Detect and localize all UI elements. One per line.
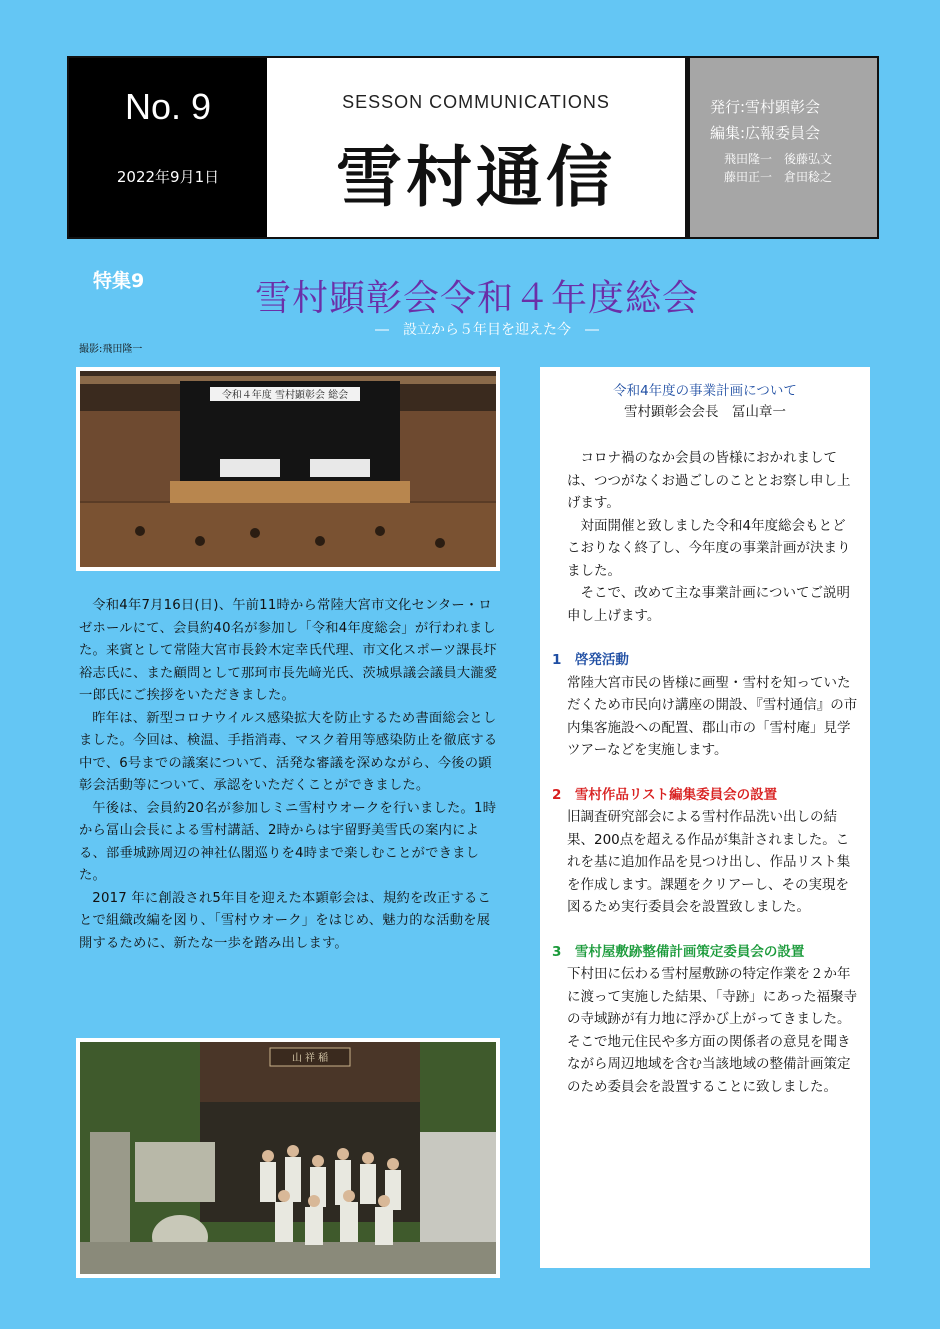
article-body <box>79 595 502 955</box>
business-plan-column <box>540 367 870 1268</box>
section-2-body: 旧調査研究部会による雪村作品洗い出しの結果、200点を超える作品が集計されました。これを基に追加作品を見つけ出し、作品リスト集を作成します。課題をクリアーし、その実現を図るため実行委員会を設置致しました。 <box>567 809 851 915</box>
column-author: 雪村顕彰会会長 冨山章一 <box>624 404 786 420</box>
feature-label: 特集9 <box>93 270 145 292</box>
feature-title: 雪村顕彰会令和４年度総会 <box>255 278 700 319</box>
title-panel <box>267 58 685 237</box>
editor-members-1: 飛田隆一 後藤弘文 <box>724 152 833 166</box>
article-paragraph-2: 昨年は、新型コロナウイルス感染拡大を防止するため書面総会としました。今回は、検温、手指消毒、マスク着用等感染防止を徹底する中で、6号までの議案について、活発な審議を深めながら、今後の顕彰会活動等について、承認をいただくことができました。 <box>79 710 498 793</box>
temple-gate-illustration <box>80 1042 496 1274</box>
masthead <box>67 56 879 239</box>
section-3-title: 3 雪村屋敷跡整備計画策定委員会の設置 <box>552 943 805 960</box>
newsletter-title: 雪村通信 <box>336 139 616 216</box>
gate-sign-text: 山 祥 稲 <box>291 1053 329 1064</box>
article-paragraph-3: 午後は、会員約20名が参加しミニ雪村ウオークを行いました。1時から冨山会長による雪村講話、2時からは宇留野美雪氏の案内による、部垂城跡周辺の神社仏閣巡りを4時まで楽しむことができました。 <box>79 800 497 883</box>
column-body <box>552 447 859 1098</box>
issue-panel <box>69 58 267 237</box>
publisher-panel <box>685 58 877 237</box>
photo-group-walk <box>76 1038 500 1278</box>
section-1-body: 常陸大宮市民の皆様に画聖・雪村を知っていただくため市民向け講座の開設、『雪村通信』の市内集客施設への配置、郡山市の「雪村庵」見学ツアーなどを実施します。 <box>567 674 858 758</box>
issue-number: No. 9 <box>124 86 212 127</box>
section-3-body: 下村田に伝わる雪村屋敷跡の特定作業を２か年に渡って実施した結果、「寺跡」にあった福聚寺の寺域跡が有力地に浮かび上がってきました。そこで地元住民や多方面の関係者の意見を聞きながら周辺地域を含む当該地域の整備計画策定のため委員会を設置することに致しました。 <box>567 966 858 1095</box>
intro-paragraph-2: 対面開催と致しました令和4年度総会もとどこおりなく終了し、今年度の事業計画が決まりました。 <box>567 517 851 579</box>
section-1-title: 1 啓発活動 <box>552 652 629 668</box>
section-2-title: 2 雪村作品リスト編集委員会の設置 <box>552 786 778 803</box>
hall-banner-text: 令和４年度 雪村顕彰会 総会 <box>221 390 349 401</box>
article-paragraph-1: 令和4年7月16日(日)、午前11時から常陸大宮市文化センター・ロゼホールにて、会員約40名が参加し「令和4年度総会」が行われました。来賓として常陸大宮市長鈴木定幸氏代理、市文化スポーツ課長圷裕志氏に、また顧問として那珂市長先﨑光氏、茨城県議会議員大瀧愛一郎氏にご挨拶をいただきました。 <box>79 598 498 703</box>
photo-general-meeting <box>76 367 500 571</box>
newsletter-subtitle: SESSON COMMUNICATIONS <box>342 92 610 112</box>
column-heading: 令和4年度の事業計画について <box>613 383 797 399</box>
publisher: 発行:雪村顕彰会 <box>710 98 821 116</box>
hall-illustration <box>80 371 496 567</box>
editor: 編集:広報委員会 <box>710 124 821 142</box>
article-paragraph-4: 2017 年に創設され5年目を迎えた本顕彰会は、規約を改正することで組織改編を図り、「雪村ウオーク」をはじめ、魅力的な活動を展開するために、新たな一歩を踏み出します。 <box>79 890 491 951</box>
editor-members-2: 藤田正一 倉田稔之 <box>724 170 833 184</box>
intro-paragraph-1: コロナ禍のなか会員の皆様におかれましては、つつがなくお過ごしのこととお察し申し上げます。 <box>567 450 851 511</box>
intro-paragraph-3: そこで、改めて主な事業計画についてご説明申し上げます。 <box>567 585 850 624</box>
issue-date: 2022年9月1日 <box>116 168 220 186</box>
feature-subtitle: ― 設立から５年目を迎えた今 ― <box>375 322 599 338</box>
photo-credit: 撮影:飛田隆一 <box>79 344 143 355</box>
